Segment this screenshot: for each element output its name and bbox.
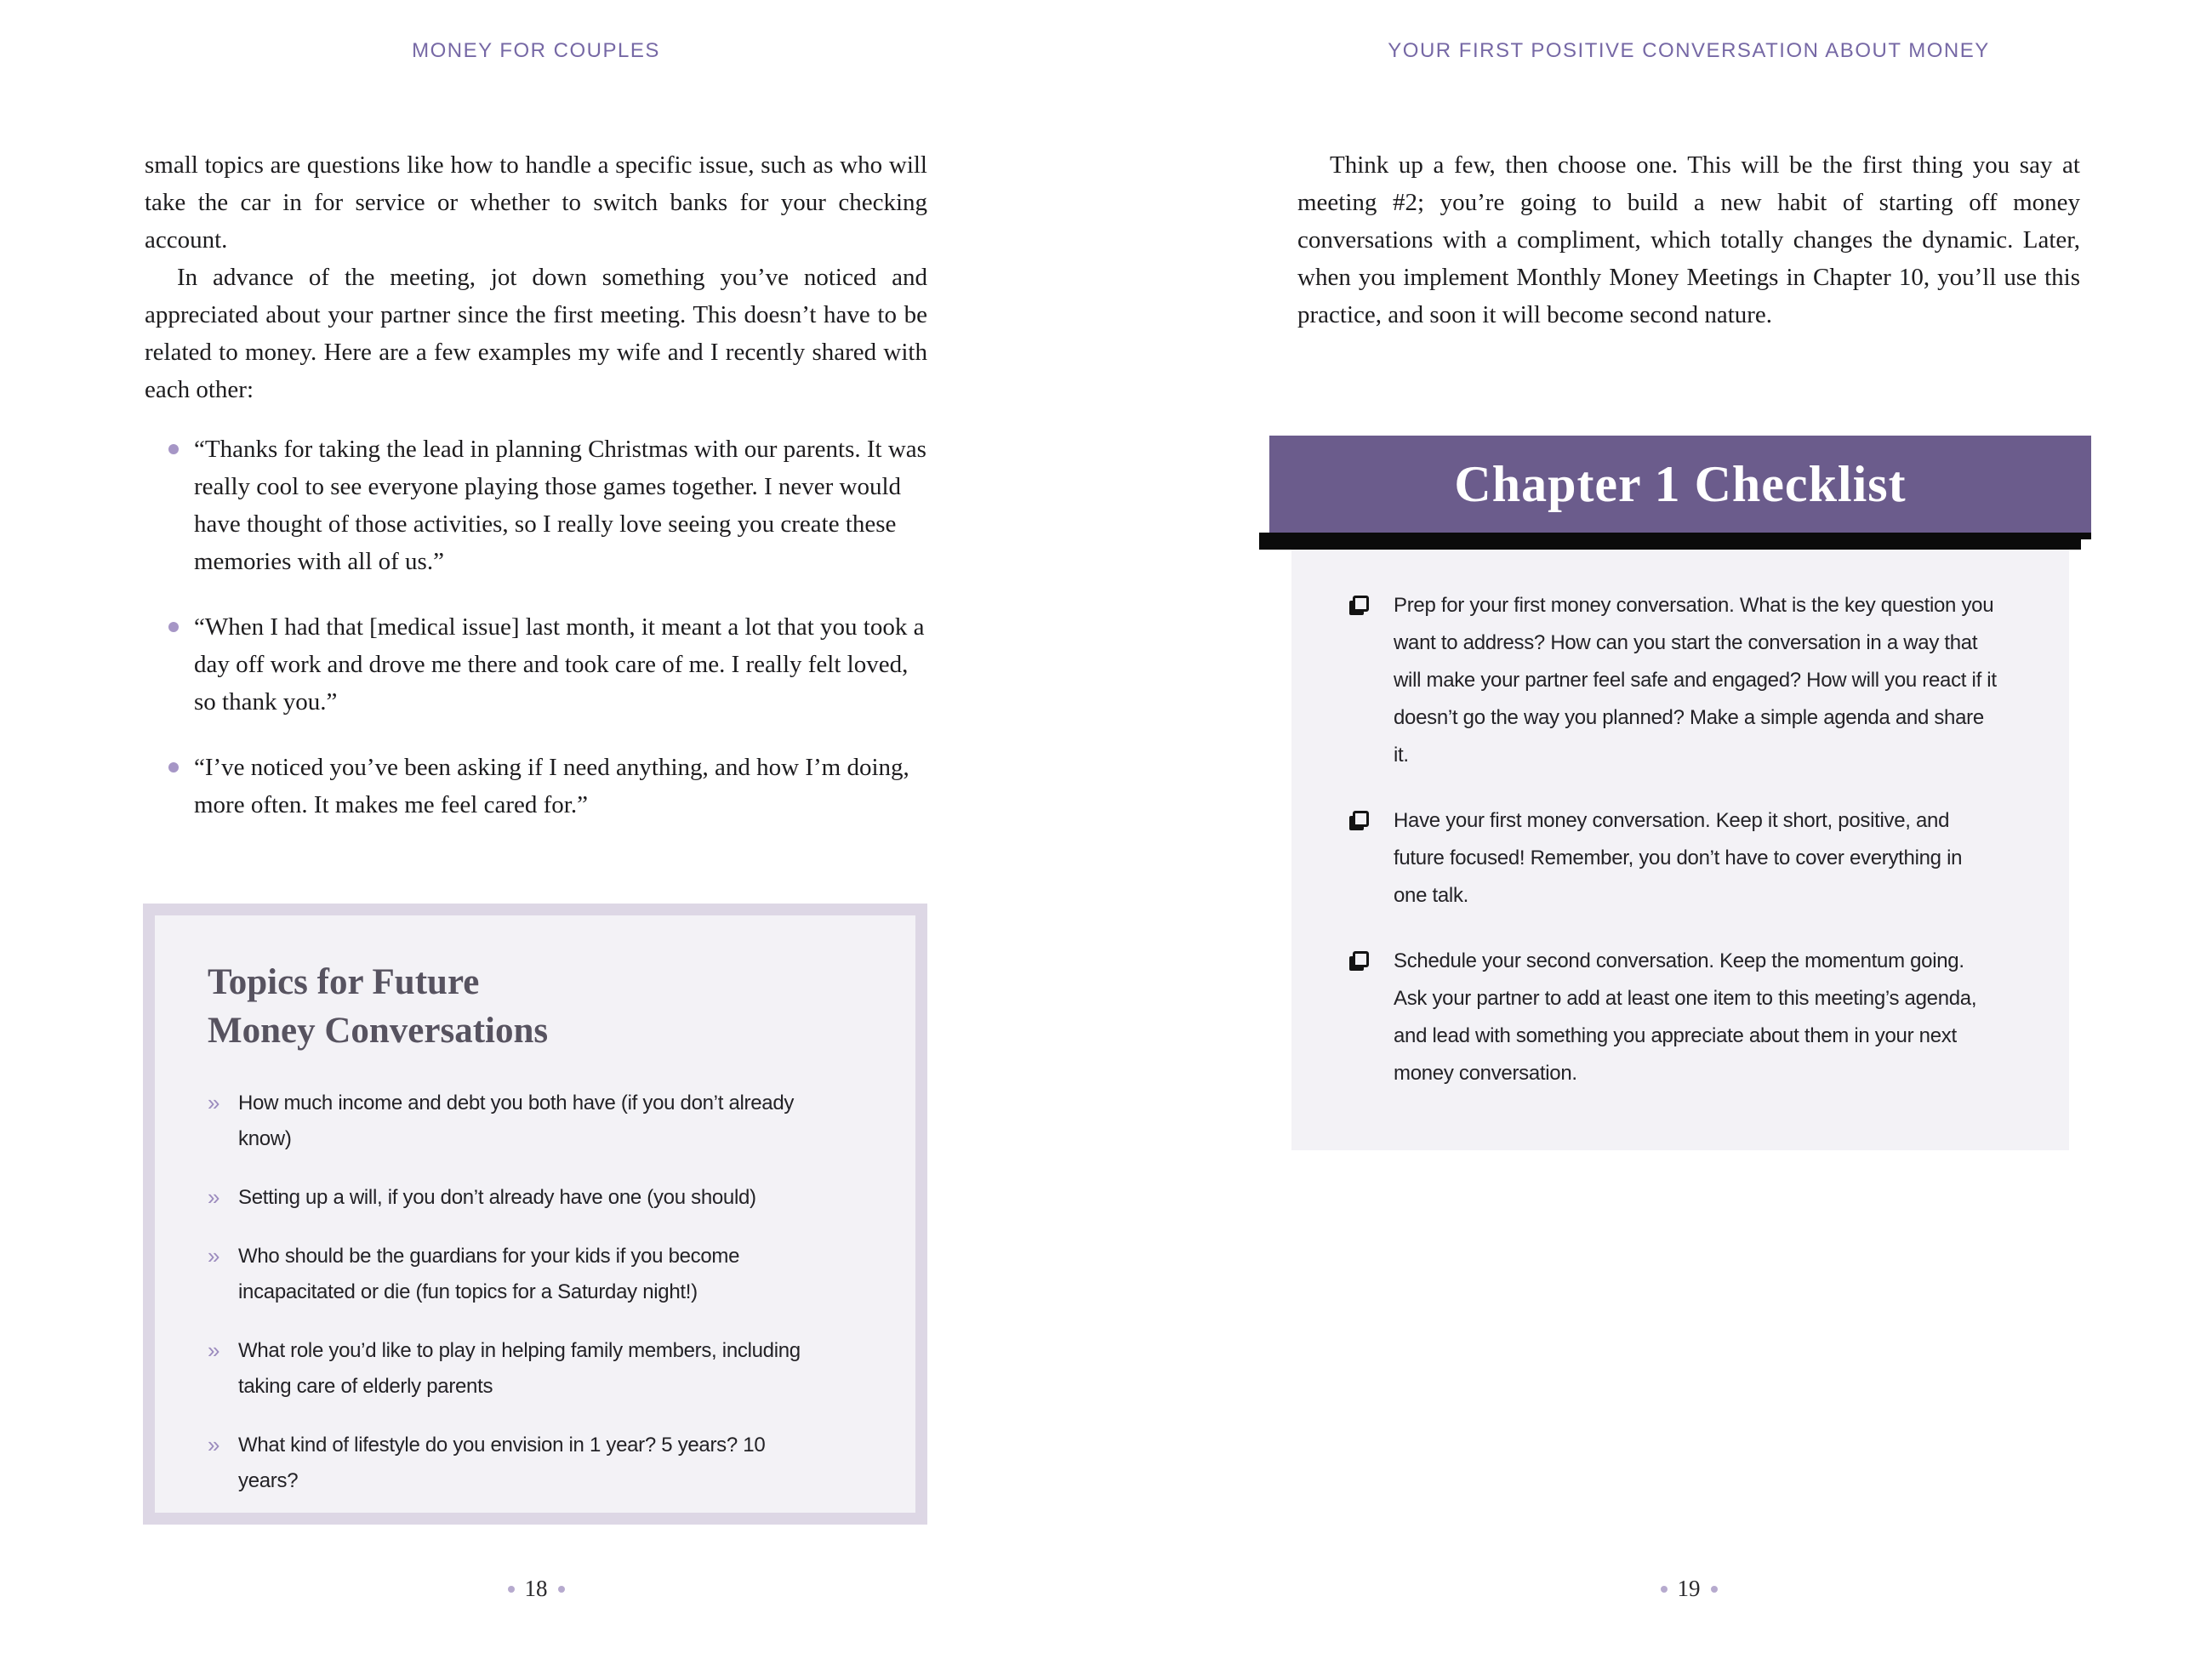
appreciation-quote-list [145,430,927,824]
page-dot-icon [508,1586,515,1593]
checklist-text: Schedule your second conversation. Keep the momentum going. Ask your partner to add at least one item to this meeting’s agenda, and lead with something you appreciate about them in your next money conversation. [1394,949,1977,1085]
topics-list [208,1086,820,1499]
right-body-text [1297,146,2080,334]
list-item [208,1086,820,1157]
topic-text: Setting up a will, if you don’t already have one (you should) [238,1186,756,1209]
chevron-marker-icon: » [208,1337,220,1363]
page-number-text: 19 [1677,1576,1701,1601]
bullet-dot-icon [168,622,179,632]
topics-for-future-box [143,904,927,1525]
left-page-number [145,1576,927,1602]
checklist-text: Have your first money conversation. Keep it short, positive, and future focused! Remember, you don’t have to cover everything in one talk. [1394,809,1963,907]
checklist-text: Prep for your first money conversation. What is the key question you want to address? How can you start the conversation in a way that will make your partner feel safe and engaged? How will you react if it doesn’t go the way you planned? Make a simple agenda and share it. [1394,594,1997,767]
checklist-items [1351,587,1998,1092]
checkbox-icon [1353,951,1369,967]
chapter-checklist-box [1291,550,2069,1150]
page-dot-icon [1711,1586,1718,1593]
list-item [208,1239,820,1310]
chapter-checklist-title: Chapter 1 Checklist [1454,455,1907,512]
topic-text: Who should be the guardians for your kids if you become incapacitated or die (fun topics for a Saturday night!) [238,1245,740,1303]
checkbox-icon [1353,596,1369,612]
checklist-item [1351,802,1998,915]
page-dot-icon [558,1586,565,1593]
chevron-marker-icon: » [208,1090,220,1115]
topics-box-title-line2: Money Conversations [208,1011,549,1051]
topic-text: How much income and debt you both have (if you don’t already know) [238,1092,795,1150]
chevron-marker-icon: » [208,1243,220,1268]
checklist-item [1351,943,1998,1092]
checkbox-icon [1353,811,1369,827]
list-item [208,1428,820,1499]
topics-box-title-line1: Topics for Future [208,962,480,1002]
list-item [168,608,927,721]
list-item [208,1180,820,1216]
list-item [168,749,927,824]
bullet-dot-icon [168,444,179,454]
topic-text: What kind of lifestyle do you envision in 1 year? 5 years? 10 years? [238,1434,766,1492]
page-number-text: 18 [524,1576,548,1601]
list-item [168,430,927,580]
left-running-head: MONEY FOR COUPLES [412,39,660,62]
right-paragraph-1: Think up a few, then choose one. This will be the first thing you say at meeting #2; you’re going to build a new habit of starting off money conversations with a compliment, which totally changes the dynamic. Later, when you implement Monthly Money Meetings in Chapter 10, you’ll use this practice, and soon it will become second nature. [1297,151,2080,328]
page-dot-icon [1661,1586,1668,1593]
topic-text: What role you’d like to play in helping family members, including taking care of elderly parents [238,1339,801,1398]
chevron-marker-icon: » [208,1184,220,1210]
checklist-item [1351,587,1998,774]
list-item [208,1333,820,1405]
quote-text: “When I had that [medical issue] last month, it meant a lot that you took a day off work and drove me there and took care of me. I really felt loved, so thank you.” [194,613,925,715]
quote-text: “I’ve noticed you’ve been asking if I need anything, and how I’m doing, more often. It makes me feel cared for.” [194,754,909,818]
banner-shadow [1259,533,2081,550]
left-body-text [145,146,927,852]
topics-box-title [208,958,873,1055]
right-running-head: YOUR FIRST POSITIVE CONVERSATION ABOUT MONEY [1388,39,1990,62]
chapter-checklist-banner [1269,436,2091,533]
chevron-marker-icon: » [208,1432,220,1457]
right-page-number [1297,1576,2080,1602]
bullet-dot-icon [168,762,179,772]
quote-text: “Thanks for taking the lead in planning Christmas with our parents. It was really cool to see everyone playing those games together. I never would have thought of those activities, so I really love seeing you create these memories with all of us.” [194,436,926,575]
left-paragraph-1: small topics are questions like how to handle a specific issue, such as who will take the car in for service or whether to switch banks for your checking account. [145,151,927,254]
left-paragraph-2: In advance of the meeting, jot down something you’ve noticed and appreciated about your partner since the first meeting. This doesn’t have to be related to money. Here are a few examples my wife and I recently shared with each other: [145,264,927,403]
